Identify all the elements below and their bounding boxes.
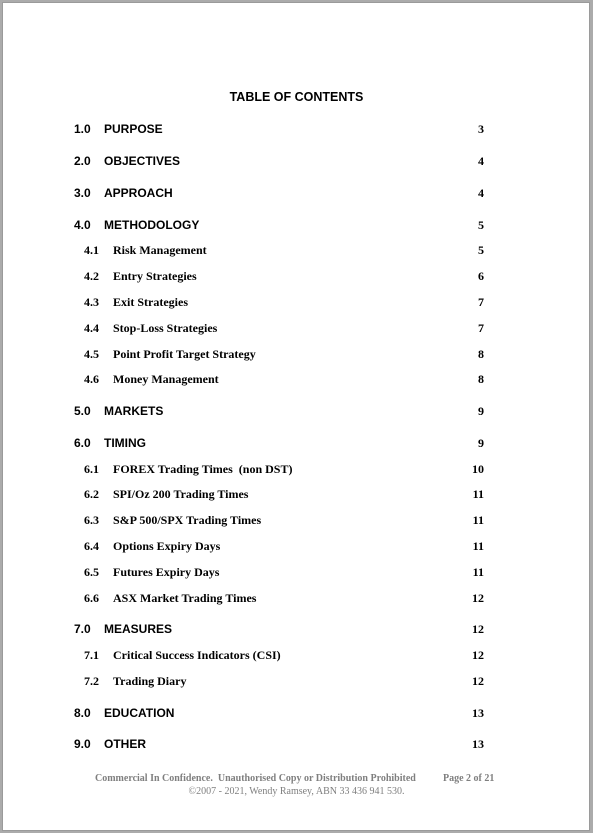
toc-entry-label: TIMING — [104, 436, 146, 450]
toc-entry-page: 13 — [472, 706, 484, 720]
toc-entry-label: Money Management — [113, 372, 219, 386]
toc-entry-csi[interactable] — [0, 648, 593, 664]
toc-entry-label: Risk Management — [113, 243, 207, 257]
toc-entry-markets[interactable] — [0, 404, 593, 420]
toc-entry-forex-trading-times[interactable] — [0, 462, 593, 478]
toc-entry-label: OBJECTIVES — [104, 154, 181, 168]
toc-entry-label: Exit Strategies — [113, 295, 188, 309]
toc-entry-timing[interactable] — [0, 436, 593, 452]
toc-entry-label: APPROACH — [104, 186, 173, 200]
toc-entry-label: Critical Success Indicators (CSI) — [113, 648, 281, 662]
toc-entry-label: SPI/Oz 200 Trading Times — [113, 487, 249, 501]
toc-entry-page: 12 — [472, 648, 484, 662]
toc-entry-entry-strategies[interactable] — [0, 269, 593, 285]
toc-entry-number: 7.2 — [84, 674, 99, 688]
toc-entry-page: 9 — [478, 404, 484, 418]
toc-entry-number: 4.5 — [84, 347, 99, 361]
toc-entry-risk-management[interactable] — [0, 243, 593, 259]
toc-entry-objectives[interactable] — [0, 154, 593, 170]
toc-entry-label: MEASURES — [104, 622, 173, 636]
toc-entry-label: FOREX Trading Times (non DST) — [113, 462, 293, 476]
toc-entry-label: METHODOLOGY — [104, 218, 200, 232]
toc-entry-exit-strategies[interactable] — [0, 295, 593, 311]
toc-entry-methodology[interactable] — [0, 218, 593, 234]
toc-entry-label: OTHER — [104, 737, 146, 751]
toc-entry-label: S&P 500/SPX Trading Times — [113, 513, 262, 527]
toc-entry-sp500-trading-times[interactable] — [0, 513, 593, 529]
toc-entry-page: 11 — [472, 487, 484, 501]
toc-entry-label: Point Profit Target Strategy — [113, 347, 256, 361]
toc-entry-label: Entry Strategies — [113, 269, 197, 283]
toc-heading: TABLE OF CONTENTS — [229, 90, 364, 104]
toc-entry-page: 7 — [478, 295, 484, 309]
toc-entry-page: 12 — [472, 591, 484, 605]
toc-entry-number: 1.0 — [74, 122, 91, 136]
footer-copyright: ©2007 - 2021, Wendy Ramsey, ABN 33 436 941 530​. — [188, 786, 405, 797]
toc-entry-label: ASX Market Trading Times — [113, 591, 257, 605]
toc-entry-number: 4.1 — [84, 243, 99, 257]
toc-entry-page: 13 — [472, 737, 484, 751]
toc-entry-page: 11 — [472, 513, 484, 527]
toc-entry-page: 8 — [478, 347, 484, 361]
toc-entry-number: 8.0 — [74, 706, 91, 720]
toc-entry-purpose[interactable] — [0, 122, 593, 138]
toc-entry-label: MARKETS — [104, 404, 164, 418]
toc-entry-page: 11 — [472, 565, 484, 579]
toc-entry-page: 6 — [478, 269, 484, 283]
toc-entry-number: 4.6 — [84, 372, 99, 386]
toc-entry-number: 6.4 — [84, 539, 99, 553]
footer-confidentiality: Commercial In Confidence. Unauthorised Copy or Distribution Prohibited — [95, 773, 416, 784]
toc-entry-label: Stop-Loss Strategies — [113, 321, 218, 335]
toc-entry-page: 12 — [472, 622, 484, 636]
toc-entry-number: 5.0 — [74, 404, 91, 418]
toc-entry-other[interactable] — [0, 737, 593, 753]
toc-entry-number: 7.0 — [74, 622, 91, 636]
toc-entry-approach[interactable] — [0, 186, 593, 202]
toc-entry-page: 3 — [478, 122, 484, 136]
toc-entry-page: 9 — [478, 436, 484, 450]
toc-entry-number: 7.1 — [84, 648, 99, 662]
toc-entry-page: 8 — [478, 372, 484, 386]
toc-entry-page: 4 — [478, 154, 484, 168]
toc-entry-label: Options Expiry Days — [113, 539, 221, 553]
toc-entry-label: PURPOSE — [104, 122, 163, 136]
footer-page-indicator: Page 2 of 21 — [443, 773, 495, 784]
toc-entry-label: EDUCATION — [104, 706, 175, 720]
toc-entry-options-expiry-days[interactable] — [0, 539, 593, 555]
toc-entry-page: 10 — [472, 462, 484, 476]
toc-entry-trading-diary[interactable] — [0, 674, 593, 690]
toc-entry-number: 6.2 — [84, 487, 99, 501]
toc-entry-number: 4.2 — [84, 269, 99, 283]
toc-entry-measures[interactable] — [0, 622, 593, 638]
toc-entry-number: 6.0 — [74, 436, 91, 450]
toc-entry-asx-trading-times[interactable] — [0, 591, 593, 607]
toc-entry-spi-trading-times[interactable] — [0, 487, 593, 503]
toc-entry-number: 4.3 — [84, 295, 99, 309]
toc-entry-number: 9.0 — [74, 737, 91, 751]
toc-entry-number: 4.4 — [84, 321, 99, 335]
toc-entry-number: 6.3 — [84, 513, 99, 527]
toc-entry-money-management[interactable] — [0, 372, 593, 388]
toc-entry-page: 12 — [472, 674, 484, 688]
toc-entry-point-profit-target[interactable] — [0, 347, 593, 363]
toc-entry-page: 5 — [478, 218, 484, 232]
toc-entry-page: 5 — [478, 243, 484, 257]
toc-entry-education[interactable] — [0, 706, 593, 722]
toc-entry-label: Futures Expiry Days — [113, 565, 220, 579]
toc-entry-stop-loss-strategies[interactable] — [0, 321, 593, 337]
toc-entry-page: 7 — [478, 321, 484, 335]
toc-entry-page: 4 — [478, 186, 484, 200]
toc-entry-number: 6.6 — [84, 591, 99, 605]
toc-entry-number: 2.0 — [74, 154, 91, 168]
toc-entry-number: 6.1 — [84, 462, 99, 476]
toc-entry-number: 3.0 — [74, 186, 91, 200]
toc-entry-number: 6.5 — [84, 565, 99, 579]
toc-entry-futures-expiry-days[interactable] — [0, 565, 593, 581]
toc-entry-page: 11 — [472, 539, 484, 553]
toc-entry-number: 4.0 — [74, 218, 91, 232]
toc-entry-label: Trading Diary — [113, 674, 187, 688]
